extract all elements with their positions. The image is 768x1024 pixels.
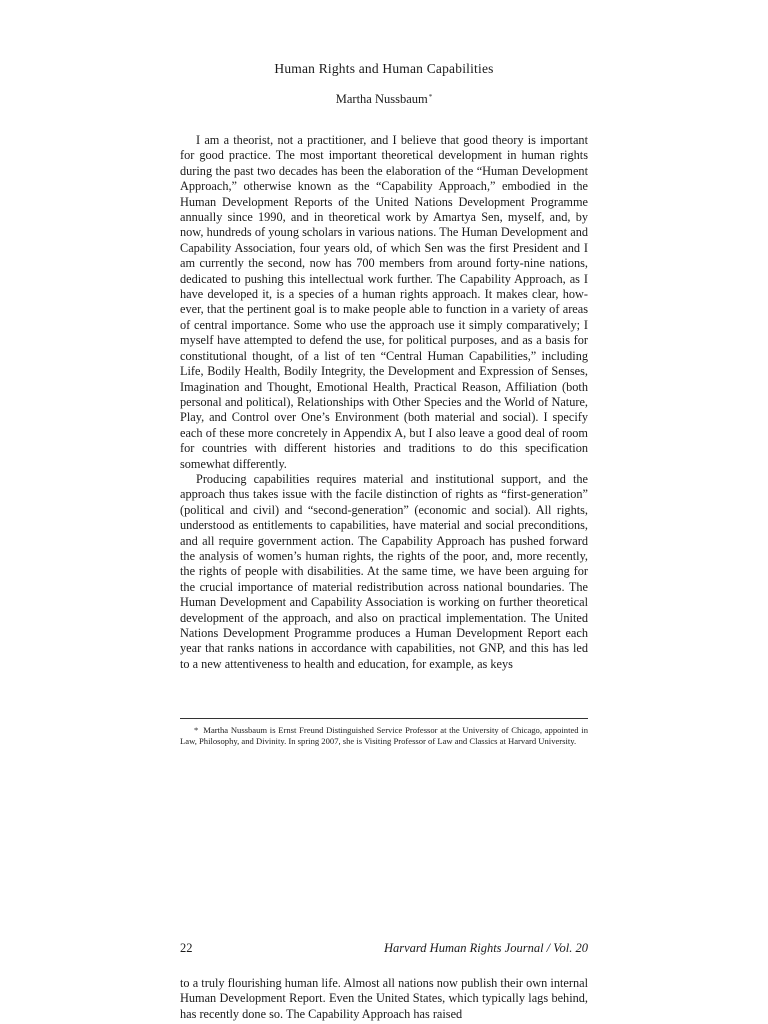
footnote-divider [180, 718, 588, 719]
author-line [180, 89, 588, 107]
footnote-mark: * [194, 725, 199, 735]
journal-citation: Harvard Human Rights Journal / Vol. 20 [383, 941, 588, 955]
next-page-paragraph: to a truly flourishing human life. Almost all nations now publish their own internal Human Development Report. Even the United States, which typically lags behind, has recently done so. The Capability Approach has raised [180, 976, 588, 1021]
article-title: Human Rights and Human Capabilities [274, 61, 494, 76]
footnote-text: Martha Nussbaum is Ernst Freund Distinguished Service Professor at the University of Chicago, appointed in Law, Philosophy, and Divinity. In spring 2007, she is Visiting Professor of Law and Classics at Harvard University. [180, 725, 588, 747]
author-name: Martha Nussbaum [335, 92, 428, 106]
page-number: 22 [180, 941, 193, 955]
footnote [180, 725, 588, 748]
body-paragraph-1: I am a theorist, not a practitioner, and I believe that good theory is important for good practice. The most important theoretical development in human rights during the past two decades has been the elaboration of the “Human Development Approach,” otherwise known as the “Capability Approach,” embodied in the Human Development Reports of the United Nations Development Programme annually since 1990, and in theoretical work by Amartya Sen, myself, and, by now, hundreds of young scholars in various nations. The Human Development and Capability Association, four years old, of which Sen was the first President and I am currently the second, now has 700 members from around forty-nine nations, dedicated to pushing this intellectual work further. The Capability Approach, as I have developed it, is a species of a human rights approach. It makes clear, however, that the pertinent goal is to make people able to function in a variety of areas of central importance. Some who use the approach use it simply comparatively; I myself have attempted to defend the use, for political purposes, and as a basis for constitutional thought, of a list of ten “Central Human Capabilities,” including Life, Bodily Health, Bodily Integrity, the Development and Expression of Senses, Imagination and Thought, Emotional Health, Practical Reason, Affiliation (both personal and political), Relationships with Other Species and the World of Nature, Play, and Control over One’s Environment (both material and social). I specify each of these more concretely in Appendix A, but I also leave a good deal of room for countries with different histories and traditions to do this specification somewhat differently. [180, 133, 588, 471]
next-page-text [180, 976, 588, 1022]
author-footnote-mark[interactable]: * [428, 93, 433, 101]
body-paragraph-2: Producing capabilities requires material and institutional support, and the approach thus takes issue with the facile distinction of rights as “first-generation” (political and civil) and “second-generation” (economic and social). All rights, understood as entitlements to capabilities, have material and social preconditions, and all require government action. The Capability Approach has pushed forward the analysis of women’s human rights, the rights of the poor, and, more recently, the rights of people with disabilities. At the same time, we have been arguing for the crucial importance of material redistribution across national boundaries. The Human Development and Capability Association is working on further theoretical development of the approach, and also on practical implementation. The United Nations Development Programme produces a Human Development Report each year that ranks nations in accordance with capabilities, not GNP, and this has led to a new attentiveness to health and education, for example, as keys [180, 471, 588, 671]
article-body [180, 133, 588, 672]
